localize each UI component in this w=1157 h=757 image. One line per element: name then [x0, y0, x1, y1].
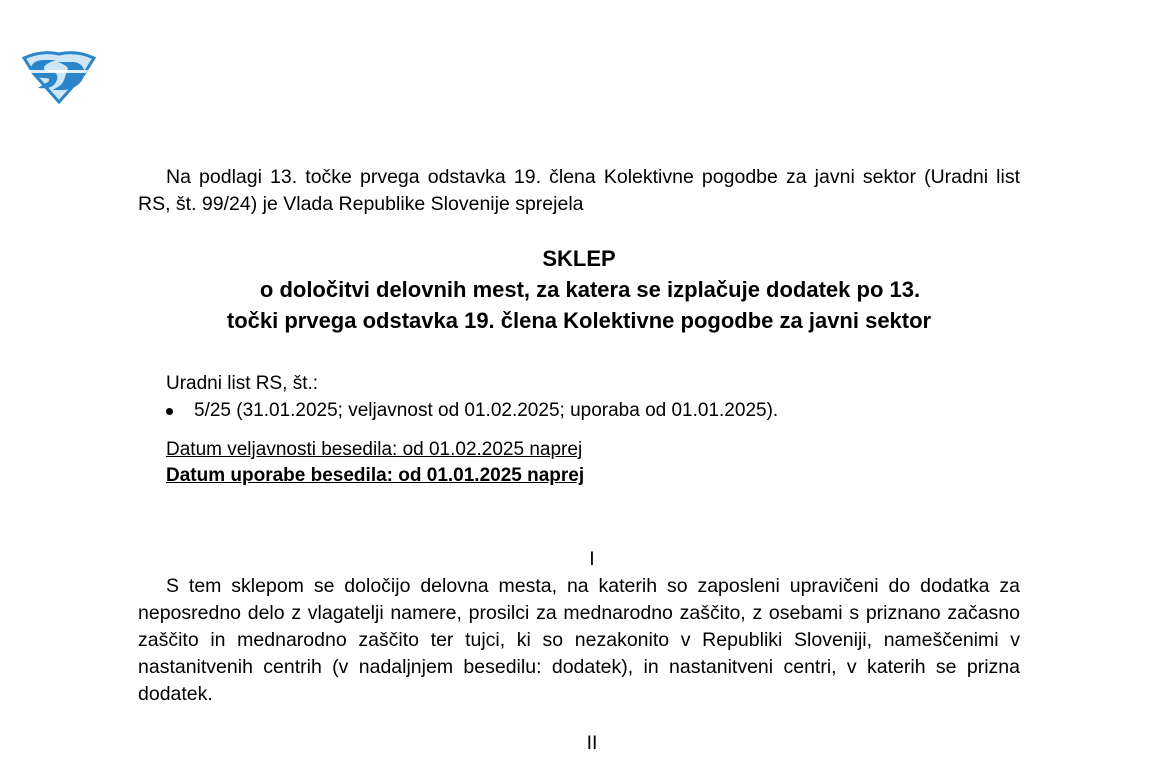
intro-paragraph: Na podlagi 13. točke prvega odstavka 19. člena Kolektivne pogodbe za javni sektor (Uradni list RS, št. 99/24) je Vlada Republike Slovenije sprejela	[138, 166, 1020, 215]
section-number: I	[589, 548, 595, 570]
gazette-info	[138, 370, 1020, 424]
document-title	[138, 243, 1020, 336]
title-line-3: točki prvega odstavka 19. člena Kolektivne pogodbe za javni sektor	[226, 308, 932, 333]
gazette-label: Uradni list RS, št.:	[166, 373, 319, 394]
gazette-list	[166, 397, 1020, 424]
validity-date: Datum veljavnosti besedila: od 01.02.2025 naprej	[166, 439, 583, 460]
text-dates	[138, 437, 1020, 489]
sd-shield-logo-icon	[22, 48, 96, 104]
list-item: 5/25 (31.01.2025; veljavnost od 01.02.2025; uporaba od 01.01.2025).	[194, 397, 1020, 424]
document-body	[138, 164, 1020, 757]
section-number: II	[586, 732, 598, 754]
section-text: S tem sklepom se določijo delovna mesta, na katerih so zaposleni upravičeni do dodatka za neposredno delo z vlagatelji namere, prosilci za mednarodno zaščito, z osebami s priznano začasno zaščito in mednarodno zaščito ter tujci, ki so nezakonito v Republiki Sloveniji, nameščenimi v nastanitvenih centrih (v nadaljnjem besedilu: dodatek), in nastanitveni centri, v katerih se prizna dodatek.	[138, 575, 1020, 705]
title-line-2: o določitvi delovnih mest, za katera se izplačuje dodatek po 13.	[259, 277, 921, 302]
title-line-1: SKLEP	[542, 246, 616, 271]
application-date: Datum uporabe besedila: od 01.01.2025 naprej	[166, 465, 585, 486]
